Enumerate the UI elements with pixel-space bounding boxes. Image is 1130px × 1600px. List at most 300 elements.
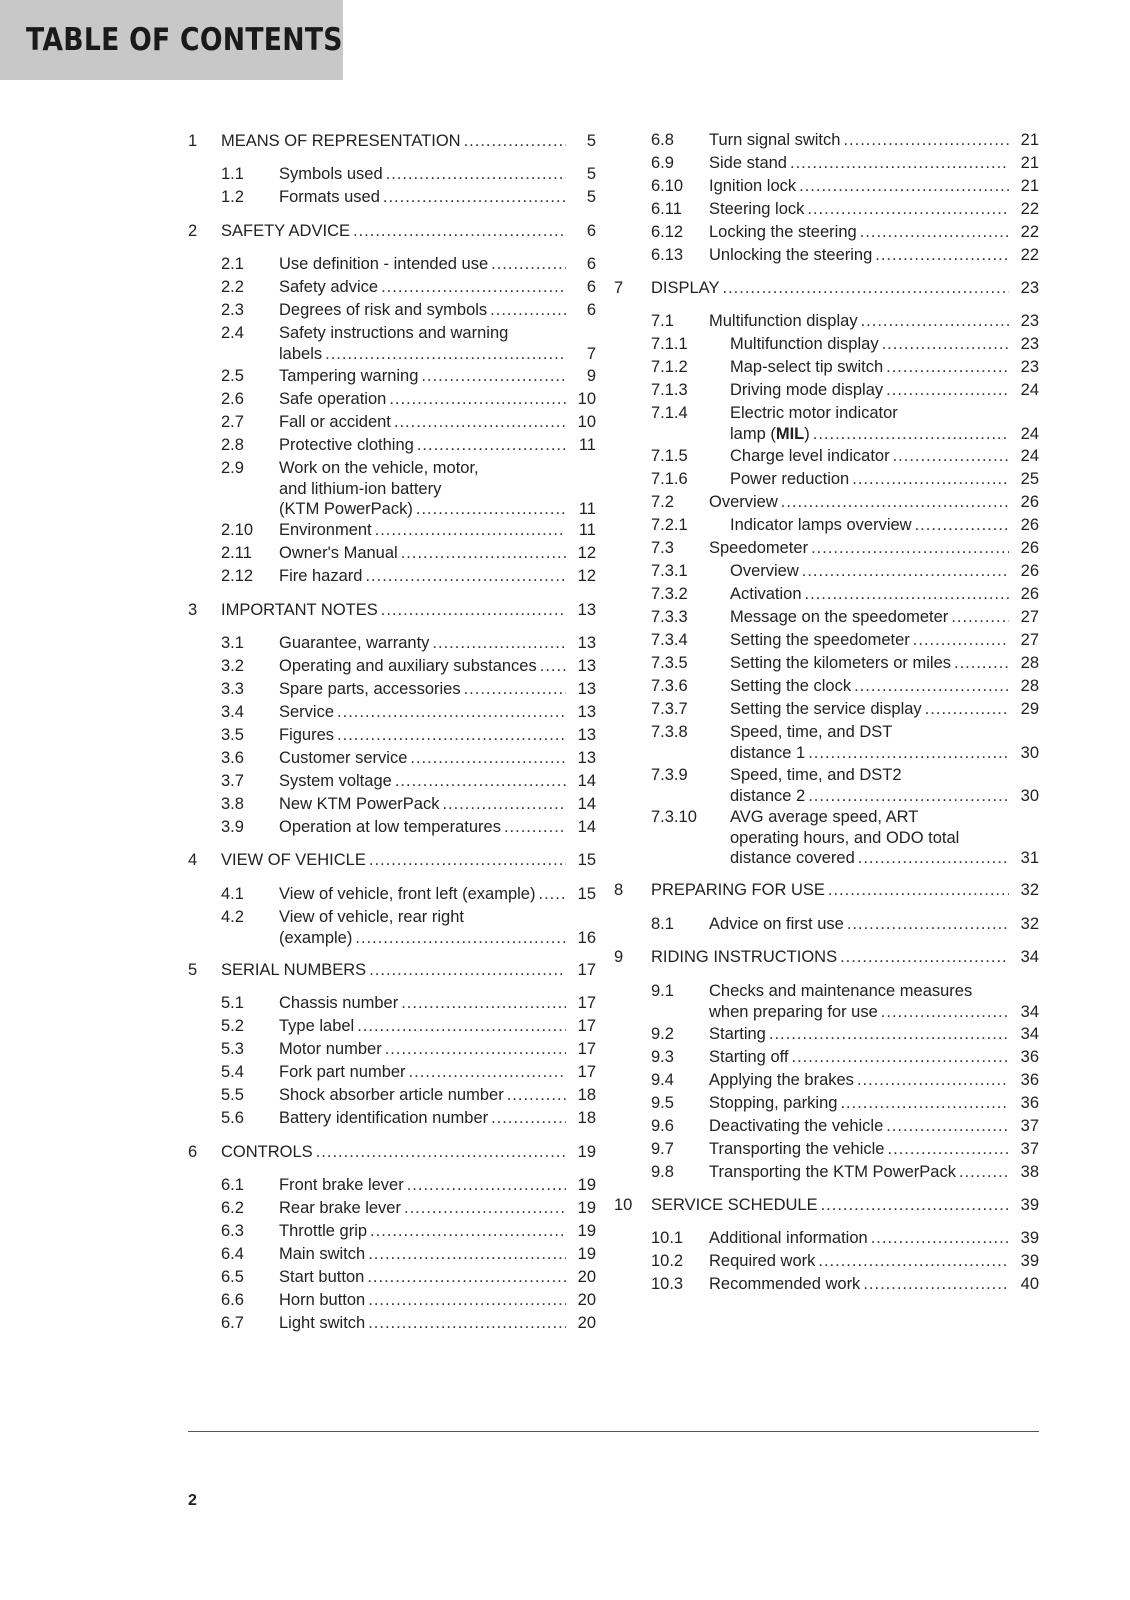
toc-entry-line [279,1290,596,1311]
toc-entry-title-text: Deactivating the vehicle [709,1117,884,1135]
toc-entry-title-text: Setting the kilometers or miles [730,654,952,672]
toc-leader-dots [792,1047,1010,1068]
toc-entry-title [279,1221,370,1242]
toc-entry-page: 19 [577,1245,596,1263]
toc-leader-dots [828,880,1009,901]
toc-entry-title [279,794,442,815]
toc-entry-title [279,1085,507,1106]
toc-entry-title [709,1093,840,1114]
toc-entry-page: 12 [577,567,596,585]
toc-entry-title [730,607,951,628]
toc-entry-keyword: MIL [775,424,805,443]
toc-entry-title-text: (example) [279,928,353,947]
toc-entry-title-text: Formats used [279,188,380,206]
toc-entry-title [730,424,813,445]
toc-entry-page: 26 [1020,562,1039,580]
toc-entry-title-text: SERIAL NUMBERS [221,961,367,979]
toc-entry-line [709,1274,1039,1295]
toc-entry-line [279,520,596,541]
toc-entry-title [279,344,325,365]
toc-entry-title [730,699,925,720]
toc-entry-number: 2.5 [221,367,244,385]
toc-entry-title [279,748,410,769]
toc-entry-line [709,1070,1039,1091]
toc-entry-number: 9.8 [651,1163,674,1181]
toc-entry-title [730,743,808,764]
toc-leader-dots [781,492,1009,513]
toc-entry-title [730,469,852,490]
toc-entry-line [279,725,596,746]
toc-entry-title-text: Front brake lever [279,1176,404,1194]
toc-entry-line [730,334,1039,355]
toc-entry-page: 13 [577,657,596,675]
toc-entry-page: 22 [1020,223,1039,241]
toc-entry-title-text: Multifunction display [709,312,858,330]
toc-entry-number: 7.3.6 [651,677,688,695]
toc-entry-number: 4.2 [221,908,244,926]
toc-leader-dots [504,817,566,838]
toc-entry-title-text: View of vehicle, front left (example) [279,885,536,903]
toc-entry-line [279,1267,596,1288]
toc-entry-line [279,1313,596,1334]
toc-entry-line [730,515,1039,536]
toc-leader-dots [401,543,566,564]
toc-entry-title-text: CONTROLS [221,1143,313,1161]
toc-entry-number: 2.6 [221,390,244,408]
toc-leader-dots [538,884,566,905]
toc-leader-dots [507,1085,566,1106]
toc-entry-title [279,725,337,746]
toc-entry-line [730,848,1039,869]
toc-entry-number: 7.1.5 [651,447,688,465]
toc-leader-dots [337,725,566,746]
toc-entry-page: 14 [577,795,596,813]
toc-entry-title-text: Operating and auxiliary substances [279,657,537,675]
toc-entry-page: 17 [577,1040,596,1058]
toc-entry-line [651,947,1039,968]
toc-leader-dots [808,786,1009,807]
toc-entry-title [709,1070,857,1091]
toc-entry-title [279,435,417,456]
toc-entry-number: 6.10 [651,177,684,195]
toc-leader-dots [790,153,1009,174]
toc-entry-title-text: Motor number [279,1040,382,1058]
toc-entry-number: 10.2 [651,1252,684,1270]
toc-entry-line [279,543,596,564]
toc-entry-number: 2.7 [221,413,244,431]
toc-leader-dots [769,1024,1009,1045]
toc-leader-dots [840,947,1009,968]
toc-entry-line [651,1195,1039,1216]
toc-entry-title [221,131,464,152]
toc-entry-number: 9.6 [651,1117,674,1135]
toc-entry-number: 2.9 [221,459,244,477]
toc-entry-number: 7.3.8 [651,723,688,741]
toc-entry-title [279,543,401,564]
toc-entry-title-text: Start button [279,1268,365,1286]
toc-entry-line [709,1139,1039,1160]
toc-entry-title [279,389,389,410]
toc-entry-line [279,479,596,500]
toc-leader-dots [860,222,1009,243]
toc-leader-dots [365,566,566,587]
toc-entry-title-text: Fire hazard [279,567,363,585]
toc-entry-page: 32 [1020,881,1039,899]
toc-entry-page: 12 [577,544,596,562]
toc-entry-line [709,1116,1039,1137]
toc-entry-page: 21 [1020,154,1039,172]
toc-entry-line [279,633,596,654]
toc-entry-number: 2.4 [221,324,244,342]
toc-leader-dots [840,1093,1009,1114]
toc-entry-line [709,130,1039,151]
toc-entry-title-text: Symbols used [279,165,383,183]
toc-entry-page: 17 [577,961,596,979]
toc-entry-page: 22 [1020,200,1039,218]
toc-entry-line [221,1142,596,1163]
toc-leader-dots [915,515,1009,536]
toc-leader-dots [368,1290,566,1311]
toc-entry-title-text: Setting the speedometer [730,631,910,649]
toc-entry-number: 7.3.5 [651,654,688,672]
toc-entry-title-text: Setting the service display [730,700,922,718]
toc-entry-page: 19 [577,1176,596,1194]
toc-entry-title-text: Fork part number [279,1063,406,1081]
toc-entry-line [709,245,1039,266]
toc-entry-title [730,722,895,743]
toc-entry-title [279,1039,385,1060]
toc-entry-line [279,993,596,1014]
toc-leader-dots [404,1198,566,1219]
toc-leader-dots [805,584,1009,605]
toc-entry-number: 6.13 [651,246,684,264]
toc-entry-title-text: Power reduction [730,470,850,488]
toc-entry-line [709,1024,1039,1045]
toc-entry-title-text: Steering lock [709,200,805,218]
toc-entry-page: 13 [577,749,596,767]
toc-leader-dots [722,278,1009,299]
toc-leader-dots [407,1175,566,1196]
toc-entry-page: 6 [586,278,596,296]
toc-entry-title-text: Checks and maintenance measures [709,982,973,1000]
toc-entry-line [709,176,1039,197]
toc-entry-title [730,807,921,828]
toc-leader-dots [409,1062,566,1083]
toc-entry-number: 7.3.1 [651,562,688,580]
toc-leader-dots [353,221,566,242]
toc-entry-page: 6 [586,255,596,273]
toc-entry-title-text: VIEW OF VEHICLE [221,851,366,869]
toc-entry-title [279,656,540,677]
toc-entry-title [279,566,365,587]
toc-entry-title-text: Turn signal switch [709,131,841,149]
toc-entry-number: 6.2 [221,1199,244,1217]
toc-entry-title [730,334,882,355]
toc-entry-line [279,1221,596,1242]
toc-entry-title-text: Environment [279,521,372,539]
toc-entry-title-text: Owner's Manual [279,544,398,562]
toc-entry-page: 31 [1020,849,1039,867]
toc-entry-page: 39 [1020,1252,1039,1270]
toc-entry-number: 7.3.3 [651,608,688,626]
toc-leader-dots [386,164,566,185]
toc-entry-title [709,130,843,151]
toc-entry-title [279,1198,404,1219]
toc-entry-title-text: Battery identification number [279,1109,489,1127]
toc-entry-title [221,850,369,871]
toc-entry-page: 14 [577,772,596,790]
toc-entry-title-text: Message on the speedometer [730,608,949,626]
toc-leader-dots [861,311,1009,332]
toc-entry-title [279,1062,409,1083]
toc-leader-dots [432,633,566,654]
toc-entry-line [221,600,596,621]
toc-leader-dots [540,656,566,677]
toc-entry-number: 6.6 [221,1291,244,1309]
toc-entry-line [709,538,1039,559]
toc-entry-number: 5.5 [221,1086,244,1104]
toc-entry-number: 3.8 [221,795,244,813]
toc-entry-line [279,771,596,792]
toc-leader-dots [325,344,566,365]
toc-entry-title [279,300,490,321]
toc-entry-line [279,928,596,949]
toc-entry-number: 1.1 [221,165,244,183]
toc-entry-title-text: Safe operation [279,390,387,408]
toc-entry-line [730,676,1039,697]
toc-entry-line [279,679,596,700]
toc-entry-title [709,1024,769,1045]
toc-entry-title [730,630,913,651]
toc-entry-title [730,357,886,378]
toc-entry-title [279,164,386,185]
toc-leader-dots [799,176,1009,197]
toc-entry-title [709,981,975,1002]
toc-entry-number: 6.11 [651,200,682,218]
toc-entry-page: 28 [1020,654,1039,672]
toc-entry-page: 36 [1020,1071,1039,1089]
toc-entry-title-text: Required work [709,1252,816,1270]
toc-entry-line [279,794,596,815]
toc-entry-number: 10.1 [651,1229,684,1247]
toc-entry-line [730,380,1039,401]
toc-entry-number: 1.2 [221,188,244,206]
toc-entry-number: 8 [614,881,624,899]
toc-entry-title-text: Electric motor indicator [730,404,898,422]
toc-entry-title [279,884,538,905]
toc-entry-line [730,653,1039,674]
toc-entry-number: 3 [188,601,198,619]
page-title: TABLE OF CONTENTS [26,22,343,58]
toc-leader-dots [821,1195,1009,1216]
toc-entry-title [709,222,860,243]
toc-entry-title-text: Chassis number [279,994,399,1012]
toc-entry-title-text: labels [279,344,323,363]
toc-entry-title [279,928,355,949]
toc-entry-number: 6.3 [221,1222,244,1240]
toc-leader-dots [385,1039,566,1060]
toc-entry-title-text: Charge level indicator [730,447,890,465]
toc-entry-page: 18 [577,1086,596,1104]
toc-leader-dots [852,469,1009,490]
toc-entry-line [279,323,596,344]
toc-entry-title-text: New KTM PowerPack [279,795,440,813]
toc-entry-number: 6.12 [651,223,684,241]
toc-leader-dots [368,1313,566,1334]
toc-leader-dots [802,561,1009,582]
toc-entry-title [709,492,781,513]
toc-leader-dots [417,435,566,456]
toc-entry-page: 38 [1020,1163,1039,1181]
toc-entry-title-text: Unlocking the steering [709,246,873,264]
toc-entry-line [279,1039,596,1060]
toc-entry-page: 6 [586,301,596,319]
toc-entry-title-text: Degrees of risk and symbols [279,301,488,319]
toc-leader-dots [858,848,1009,869]
toc-leader-dots [954,653,1009,674]
toc-entry-number: 9.2 [651,1025,674,1043]
toc-entry-page: 24 [1020,424,1039,443]
toc-entry-line [730,584,1039,605]
toc-entry-title-text: Safety instructions and warning [279,324,509,342]
toc-entry-title [730,446,893,467]
toc-entry-title [651,947,840,968]
toc-entry-title [279,366,421,387]
toc-entry-title [709,245,875,266]
toc-entry-title-text: System voltage [279,772,392,790]
toc-entry-title [279,1290,368,1311]
toc-leader-dots [369,850,566,871]
toc-leader-dots [881,1002,1009,1023]
toc-entry-page: 36 [1020,1094,1039,1112]
toc-entry-title-text: Horn button [279,1291,366,1309]
toc-leader-dots [401,993,566,1014]
toc-entry-title-text: Additional information [709,1229,868,1247]
toc-leader-dots [913,630,1009,651]
toc-leader-dots [886,357,1009,378]
toc-entry-number: 2.1 [221,255,244,273]
toc-entry-page: 32 [1020,915,1039,933]
toc-entry-page: 37 [1020,1117,1039,1135]
toc-entry-title [279,499,416,520]
toc-entry-page: 7 [586,344,596,363]
toc-entry-page: 19 [577,1143,596,1161]
toc-entry-title-text: (KTM PowerPack) [279,500,413,518]
toc-entry-title-text: Indicator lamps overview [730,516,912,534]
toc-entry-title [709,1251,818,1272]
toc-entry-title [279,458,482,479]
toc-entry-title-text: Tampering warning [279,367,419,385]
toc-entry-line [279,164,596,185]
toc-entry-title-text: Work on the vehicle, motor, [279,459,479,477]
toc-entry-title-text: Recommended work [709,1275,861,1293]
toc-entry-line [279,389,596,410]
toc-entry-title-text: Starting off [709,1048,789,1066]
toc-entry-title-text: PREPARING FOR USE [651,881,825,899]
toc-entry-number: 5.2 [221,1017,244,1035]
toc-entry-line [279,366,596,387]
toc-leader-dots [811,538,1009,559]
toc-entry-line [709,492,1039,513]
toc-entry-line [279,656,596,677]
toc-entry-number: 8.1 [651,915,674,933]
toc-leader-dots [464,679,566,700]
toc-leader-dots [893,446,1009,467]
toc-entry-title-text: distance 2 [730,786,806,805]
toc-entry-line [279,458,596,479]
toc-entry-number: 3.9 [221,818,244,836]
toc-leader-dots [863,1274,1009,1295]
toc-leader-dots [370,1221,566,1242]
toc-entry-title [709,1002,881,1023]
toc-entry-page: 24 [1020,447,1039,465]
toc-entry-title [709,1139,887,1160]
toc-entry-line [730,743,1039,764]
toc-entry-page: 26 [1020,516,1039,534]
toc-entry-title-text: Overview [709,493,778,511]
toc-entry-page: 34 [1020,948,1039,966]
toc-entry-title-text: distance 1 [730,743,806,762]
toc-entry-page: 10 [577,390,596,408]
toc-entry-line [279,1085,596,1106]
toc-entry-line [279,566,596,587]
toc-entry-line [651,880,1039,901]
toc-leader-dots [375,520,566,541]
toc-entry-page: 26 [1020,539,1039,557]
toc-leader-dots [389,389,566,410]
toc-entry-title-text: Speed, time, and DST2 [730,766,902,784]
toc-entry-title-text: Use definition - intended use [279,255,489,273]
toc-entry-line [730,765,1039,786]
toc-entry-page: 18 [577,1109,596,1127]
toc-entry-line [221,960,596,981]
toc-leader-dots [357,1016,566,1037]
toc-entry-line [709,1047,1039,1068]
toc-entry-page: 10 [577,413,596,431]
toc-entry-title-text: Protective clothing [279,436,414,454]
toc-entry-title-text: Fall or accident [279,413,391,431]
toc-entry-title [709,1116,886,1137]
toc-entry-number: 3.1 [221,634,244,652]
toc-leader-dots [882,334,1009,355]
footer-divider [188,1431,1039,1432]
toc-entry-number: 7.1.2 [651,358,688,376]
toc-entry-title [279,520,375,541]
toc-leader-dots [416,499,566,520]
toc-entry-page: 14 [577,818,596,836]
toc-entry-title-text: Service [279,703,335,721]
toc-entry-line [279,344,596,365]
toc-entry-title-text: operating hours, and ODO total [730,828,960,847]
toc-entry-title [221,1142,316,1163]
toc-entry-title-text: Speed, time, and DST [730,723,893,741]
toc-entry-line [730,630,1039,651]
toc-entry-number: 7.1.1 [651,335,688,353]
toc-entry-page: 21 [1020,177,1039,195]
toc-entry-title [279,187,383,208]
toc-entry-title [709,1228,871,1249]
toc-leader-dots [875,245,1009,266]
toc-leader-dots [491,254,566,275]
toc-entry-line [279,748,596,769]
toc-leader-dots [886,1116,1009,1137]
toc-leader-dots [951,607,1009,628]
toc-leader-dots [395,771,566,792]
toc-entry-title-text: Throttle grip [279,1222,368,1240]
toc-entry-title [709,1047,792,1068]
toc-entry-title [730,561,802,582]
toc-entry-number: 2.12 [221,567,254,585]
